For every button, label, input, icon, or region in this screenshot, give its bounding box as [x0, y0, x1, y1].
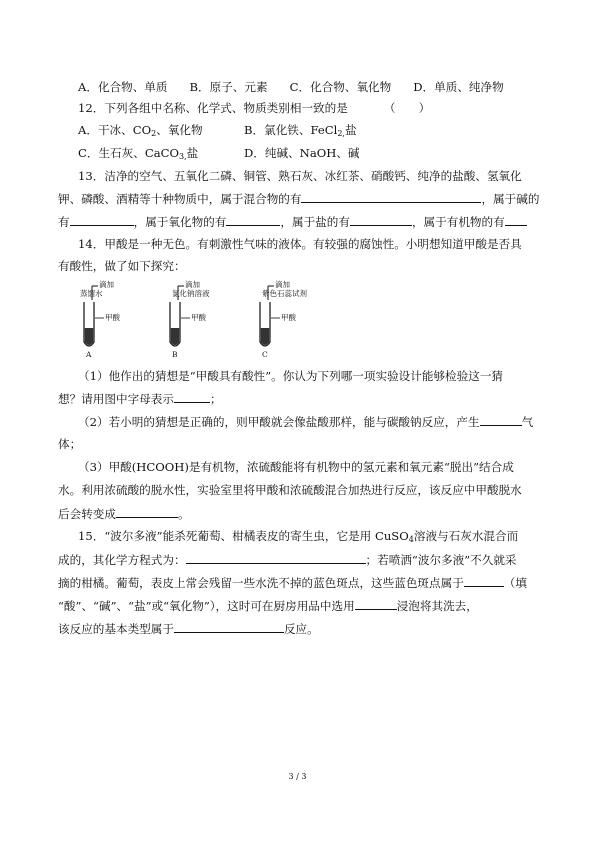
q14-part2-line-1: （2）若小明的猜想是正确的，则甲酸就会像盐酸那样，能与碳酸钠反应，产生 气	[78, 415, 534, 429]
q12-option-b: B．氯化铁、FeCl$_{2,}$盐	[244, 123, 357, 138]
q15-kitchen-blank[interactable]	[355, 597, 397, 610]
q12-options-ab	[78, 122, 203, 138]
q11-option-b: B．原子、元素	[189, 80, 268, 94]
q14-part2-blank[interactable]	[480, 413, 522, 426]
q14-part3-blank[interactable]	[116, 505, 178, 518]
q15-line-2: 成的，其化学方程式为： ；若喷洒“波尔多液”不久就采	[58, 553, 517, 567]
q15-equation-blank[interactable]	[186, 551, 366, 564]
q14-part1-line-1: （1）他作出的猜想是“甲酸具有酸性”。你认为下列哪一项实验设计能够检验这一猜	[78, 369, 504, 383]
figure-a-top: 滴加	[99, 280, 114, 289]
figure-a-letter: A	[86, 350, 92, 359]
q15-line-5: 该反应的基本类型属于 反应。	[58, 622, 319, 636]
figure-a	[78, 280, 138, 364]
figure-b-top: 滴加	[185, 280, 200, 289]
q14-line-2: 有酸性，做了如下探究：	[58, 259, 186, 273]
q13-line-2: 钾、磷酸、酒精等十种物质中，属于混合物的有 ，属于碱的	[58, 192, 540, 206]
q14-part3-line-1: （3）甲酸(HCOOH)是有机物，浓硫酸能将有机物中的氢元素和氧元素“脱出”结合成	[78, 460, 514, 474]
q14-part3-line-2: 水。利用浓硫酸的脱水性，实验室里将甲酸和浓硫酸混合加热进行反应，该反应中甲酸脱水	[58, 483, 522, 497]
figure-c-top: 滴加	[275, 280, 290, 289]
q15-line-3: 摘的柑橘。葡萄，表皮上常会残留一些水洗不掉的蓝色斑点，这些蓝色斑点属于 （填	[58, 576, 527, 590]
q14-part1-blank[interactable]	[174, 390, 210, 403]
q13-base-blank[interactable]	[70, 213, 134, 226]
q13-mixture-blank[interactable]	[301, 190, 481, 203]
q11-option-a: A．化合物、单质	[78, 80, 168, 94]
q13-salt-blank[interactable]	[350, 213, 412, 226]
figure-b-liquid: 甲酸	[191, 313, 206, 322]
q12-option-d: D．纯碱、NaOH、碱	[244, 146, 360, 160]
q11-options-line	[78, 79, 504, 95]
figure-b-reagent: 氯化钠溶液	[172, 289, 210, 298]
q13-line-1: 13．洁净的空气、五氧化二磷、铜管、熟石灰、冰红茶、硝酸钙、纯净的盐酸、氢氧化	[78, 169, 522, 183]
figure-c-letter: C	[262, 350, 268, 359]
q15-line-4: “酸”、“碱”、“盐”或“氧化物”），这时可在厨房用品中选用 浸泡将其洗去，	[58, 599, 478, 613]
q14-part2-line-2: 体；	[58, 437, 82, 451]
figure-c-liquid: 甲酸	[281, 313, 296, 322]
figure-a-liquid: 甲酸	[105, 313, 120, 322]
figure-c-reagent: 紫色石蕊试剂	[262, 289, 307, 298]
test-tube-figures	[78, 280, 307, 364]
q13-oxide-blank[interactable]	[226, 213, 280, 226]
q15-category-blank[interactable]	[464, 574, 504, 587]
figure-b	[164, 280, 234, 364]
q11-option-d: D．单质、纯净物	[413, 80, 504, 94]
q15-line-1: 15．“波尔多液”能杀死葡萄、柑橘表皮的寄生虫，它是用 CuSO$_4$溶液与石灰水混合而	[78, 529, 519, 544]
q12-option-a: A．干冰、$CO_2$、氧化物	[78, 123, 203, 138]
q14-part3-line-3: 后会转变成 。	[58, 507, 190, 521]
q12-option-c: C．生石灰、CaCO$_{3,}$盐	[78, 146, 199, 161]
figure-a-reagent: 蒸馏水	[80, 289, 103, 298]
q13-line-3: 有 ，属于氧化物的有 ，属于盐的有 ，属于有机物的有	[58, 213, 527, 230]
q14-line-1: 14．甲酸是一种无色。有刺激性气味的液体。有较强的腐蚀性。小明想知道甲酸是否具	[78, 237, 522, 251]
q11-option-c: C．化合物、氧化物	[289, 80, 392, 94]
q12-stem: 12．下列各组中名称、化学式、物质类别相一致的是	[78, 101, 348, 115]
page-number: 3 / 3	[288, 772, 307, 781]
q13-organic-blank[interactable]	[505, 213, 527, 226]
q12-stem-line	[78, 100, 430, 116]
figure-b-letter: B	[172, 350, 178, 359]
q14-part1-line-2: 想？请用图中字母表示 ；	[58, 392, 222, 406]
q15-reaction-type-blank[interactable]	[174, 620, 284, 633]
q12-answer-paren: （ ）	[383, 101, 431, 115]
figure-c	[254, 280, 324, 364]
